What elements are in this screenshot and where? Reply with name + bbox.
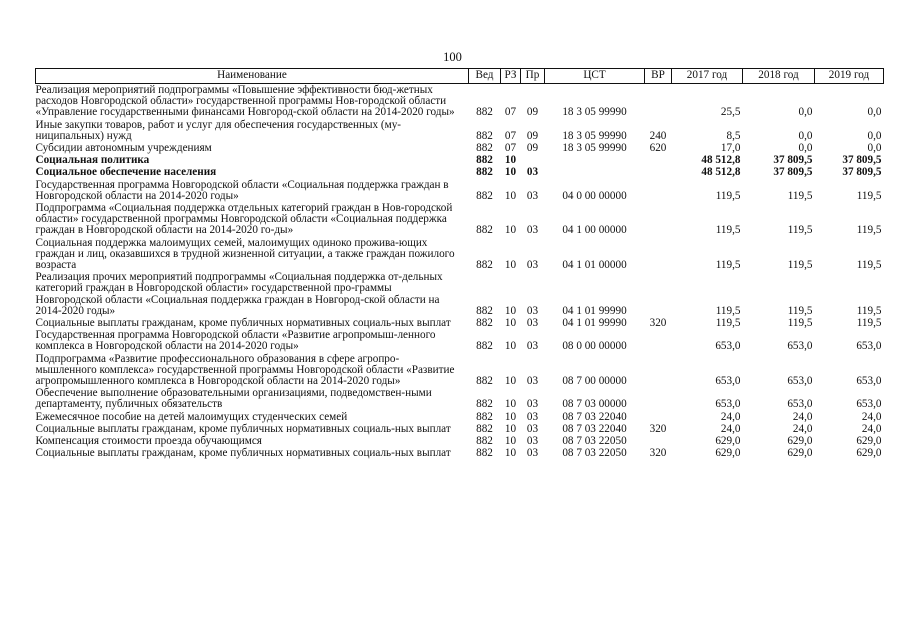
cell-2017: 48 512,8 xyxy=(701,154,741,167)
cell-name: Социальные выплаты гражданам, кроме публичных нормативных социаль-ных выплат xyxy=(35,317,451,330)
cell-pr: 03 xyxy=(526,375,539,388)
cell-cst: 04 0 00 00000 xyxy=(562,189,627,202)
cell-ved: 882 xyxy=(476,166,493,179)
table-row xyxy=(36,179,884,202)
table-header-row xyxy=(36,69,884,84)
cell-2017: 653,0 xyxy=(715,375,741,388)
cell-2018: 0,0 xyxy=(798,129,813,142)
page-number: 100 xyxy=(443,50,462,64)
cell-vr xyxy=(645,237,672,272)
cell-rz: 10 xyxy=(504,189,517,202)
cell-2019: 119,5 xyxy=(856,224,882,237)
cell-rz: 10 xyxy=(504,340,517,353)
header-name: Наименование xyxy=(36,69,469,84)
cell-2018: 653,0 xyxy=(787,398,813,411)
cell-ved: 882 xyxy=(476,398,493,411)
cell-2017: 119,5 xyxy=(715,317,741,330)
cell-2017: 653,0 xyxy=(715,340,741,353)
cell-cst: 18 3 05 99990 xyxy=(562,129,627,142)
cell-cst: 18 3 05 99990 xyxy=(562,106,627,119)
cell-rz: 10 xyxy=(504,259,517,272)
cell-rz: 10 xyxy=(504,304,517,317)
cell-vr xyxy=(645,179,672,202)
cell-2017: 119,5 xyxy=(715,224,741,237)
cell-ved: 882 xyxy=(476,410,493,423)
cell-vr xyxy=(645,271,672,317)
cell-vr: 620 xyxy=(649,142,667,155)
cell-2017: 24,0 xyxy=(720,422,741,435)
header-vr: ВР xyxy=(645,69,672,84)
cell-2019: 24,0 xyxy=(861,422,882,435)
cell-pr: 03 xyxy=(526,224,539,237)
cell-pr: 03 xyxy=(526,259,539,272)
cell-pr: 03 xyxy=(526,447,539,460)
cell-pr: 03 xyxy=(526,410,539,423)
table-row xyxy=(36,423,884,435)
cell-rz: 10 xyxy=(504,447,517,460)
cell-name: Субсидии автономным учреждениям xyxy=(35,142,212,155)
cell-ved: 882 xyxy=(476,142,493,155)
cell-rz: 10 xyxy=(504,398,517,411)
cell-2019: 119,5 xyxy=(856,317,882,330)
cell-2019: 119,5 xyxy=(856,189,882,202)
cell-cst: 08 7 03 22050 xyxy=(562,447,627,460)
cell-vr xyxy=(645,435,672,447)
cell-rz: 07 xyxy=(504,106,517,119)
cell-vr xyxy=(645,166,672,178)
cell-2019: 37 809,5 xyxy=(842,166,882,179)
cell-2017: 119,5 xyxy=(715,304,741,317)
cell-pr: 09 xyxy=(526,106,539,119)
cell-2019: 0,0 xyxy=(867,129,882,142)
cell-vr xyxy=(645,329,672,352)
cell-2017: 8,5 xyxy=(726,129,741,142)
cell-2017: 629,0 xyxy=(715,435,741,448)
cell-2019: 24,0 xyxy=(861,410,882,423)
cell-pr: 03 xyxy=(526,422,539,435)
cell-cst: 04 1 01 00000 xyxy=(562,259,627,272)
cell-2018: 24,0 xyxy=(792,410,813,423)
cell-rz: 10 xyxy=(504,435,517,448)
cell-rz: 10 xyxy=(504,154,517,167)
cell-name: Иные закупки товаров, работ и услуг для обеспечения государственных (му-ниципальных) нужд xyxy=(35,118,402,142)
cell-2019: 119,5 xyxy=(856,259,882,272)
cell-pr: 03 xyxy=(526,317,539,330)
cell-ved: 882 xyxy=(476,129,493,142)
cell-name: Обеспечение выполнение образовательными организациями, подведомствен-ными департаменту, публичных обязательств xyxy=(35,387,432,411)
table-row xyxy=(36,119,884,142)
cell-rz: 10 xyxy=(504,224,517,237)
cell-2019: 653,0 xyxy=(856,375,882,388)
cell-pr: 03 xyxy=(526,398,539,411)
cell-vr: 320 xyxy=(649,317,667,330)
cell-pr: 03 xyxy=(526,304,539,317)
cell-2017: 25,5 xyxy=(720,106,741,119)
header-2019: 2019 год xyxy=(815,69,884,84)
cell-name: Компенсация стоимости проезда обучающимся xyxy=(35,435,262,448)
header-rz: РЗ xyxy=(501,69,521,84)
table-row xyxy=(36,329,884,352)
cell-2018: 0,0 xyxy=(798,106,813,119)
cell-rz: 07 xyxy=(504,142,517,155)
cell-pr: 03 xyxy=(526,189,539,202)
cell-cst: 08 7 03 22050 xyxy=(562,435,627,448)
table-row xyxy=(36,271,884,317)
cell-ved: 882 xyxy=(476,224,493,237)
cell-ved: 882 xyxy=(476,435,493,448)
cell-vr xyxy=(645,202,672,237)
cell-2018: 24,0 xyxy=(792,422,813,435)
cell-pr xyxy=(521,154,545,166)
cell-name: Ежемесячное пособие на детей малоимущих студенческих семей xyxy=(35,410,348,423)
cell-cst: 04 1 00 00000 xyxy=(562,224,627,237)
table-row xyxy=(36,435,884,447)
cell-name: Реализация мероприятий подпрограммы «Повышение эффективности бюд-жетных расходов Новгородской области» государственной программы Нов-городской области «Управление государственными финансами Новгород-ской области на 2014-2020 годы» xyxy=(35,84,455,119)
cell-2018: 37 809,5 xyxy=(773,166,813,179)
cell-cst: 08 7 03 22040 xyxy=(562,410,627,423)
cell-vr xyxy=(645,154,672,166)
cell-2017: 119,5 xyxy=(715,259,741,272)
cell-ved: 882 xyxy=(476,106,493,119)
cell-2019: 37 809,5 xyxy=(842,154,882,167)
cell-2017: 48 512,8 xyxy=(701,166,741,179)
cell-ved: 882 xyxy=(476,259,493,272)
table-row xyxy=(36,154,884,166)
cell-ved: 882 xyxy=(476,317,493,330)
cell-pr: 09 xyxy=(526,129,539,142)
cell-cst: 08 0 00 00000 xyxy=(562,340,627,353)
table-body xyxy=(36,84,884,460)
cell-name: Социальные выплаты гражданам, кроме публичных нормативных социаль-ных выплат xyxy=(35,447,451,460)
cell-2018: 119,5 xyxy=(787,189,813,202)
header-2017: 2017 год xyxy=(672,69,743,84)
cell-vr xyxy=(645,411,672,423)
cell-2017: 17,0 xyxy=(720,142,741,155)
cell-2019: 0,0 xyxy=(867,106,882,119)
cell-vr xyxy=(645,353,672,388)
cell-name: Социальное обеспечение населения xyxy=(35,166,217,179)
cell-vr xyxy=(645,84,672,119)
cell-2017: 119,5 xyxy=(715,189,741,202)
cell-name: Подпрограмма «Социальная поддержка отдельных категорий граждан в Нов-городской области» государственной программы Новгородской области «Социальная поддержка граждан в Новгородской области на 2014-2020 го-ды» xyxy=(35,202,453,237)
cell-2019: 629,0 xyxy=(856,447,882,460)
cell-rz: 07 xyxy=(504,129,517,142)
cell-rz: 10 xyxy=(504,422,517,435)
cell-cst: 18 3 05 99990 xyxy=(562,142,627,155)
cell-ved: 882 xyxy=(476,340,493,353)
table-row xyxy=(36,166,884,178)
cell-name: Социальные выплаты гражданам, кроме публичных нормативных социаль-ных выплат xyxy=(35,422,451,435)
table-row xyxy=(36,237,884,272)
table-row xyxy=(36,387,884,410)
cell-ved: 882 xyxy=(476,189,493,202)
cell-pr: 03 xyxy=(526,435,539,448)
cell-pr: 03 xyxy=(526,340,539,353)
cell-2018: 119,5 xyxy=(787,317,813,330)
cell-vr: 240 xyxy=(649,129,667,142)
header-2018: 2018 год xyxy=(743,69,815,84)
cell-vr xyxy=(645,387,672,410)
cell-2017: 24,0 xyxy=(720,410,741,423)
cell-pr: 09 xyxy=(526,142,539,155)
table-row xyxy=(36,202,884,237)
cell-2018: 653,0 xyxy=(787,340,813,353)
cell-2018: 0,0 xyxy=(798,142,813,155)
cell-2017: 653,0 xyxy=(715,398,741,411)
cell-cst: 04 1 01 99990 xyxy=(562,304,627,317)
cell-name: Государственная программа Новгородской области «Развитие агропромыш-ленного комплекса в Новгородской области на 2014-2020 годы» xyxy=(35,329,436,353)
header-cst: ЦСТ xyxy=(545,69,645,84)
cell-rz: 10 xyxy=(504,410,517,423)
cell-cst: 08 7 00 00000 xyxy=(562,375,627,388)
cell-2018: 653,0 xyxy=(787,375,813,388)
table-row xyxy=(36,353,884,388)
cell-name: Реализация прочих мероприятий подпрограммы «Социальная поддержка от-дельных категорий граждан в Новгородской области» государственной про-граммы Новгородской области «Социальная поддержка граждан в Новгород-ской области на 2014-2020 годы» xyxy=(35,271,443,317)
cell-cst: 08 7 03 22040 xyxy=(562,422,627,435)
table-row xyxy=(36,84,884,119)
cell-2018: 629,0 xyxy=(787,435,813,448)
cell-2018: 119,5 xyxy=(787,304,813,317)
cell-vr: 320 xyxy=(649,422,667,435)
cell-rz: 10 xyxy=(504,166,517,179)
cell-2019: 629,0 xyxy=(856,435,882,448)
cell-ved: 882 xyxy=(476,447,493,460)
cell-2019: 653,0 xyxy=(856,398,882,411)
cell-2019: 653,0 xyxy=(856,340,882,353)
cell-cst xyxy=(545,154,645,166)
cell-rz: 10 xyxy=(504,317,517,330)
cell-name: Социальная политика xyxy=(35,154,150,167)
cell-pr: 03 xyxy=(526,166,539,179)
cell-ved: 882 xyxy=(476,375,493,388)
cell-name: Социальная поддержка малоимущих семей, малоимущих одиноко прожива-ющих граждан и лиц, оказавшихся в трудной жизненной ситуации, а также граждан пожилого возраста xyxy=(35,236,455,272)
cell-ved: 882 xyxy=(476,422,493,435)
cell-2018: 119,5 xyxy=(787,259,813,272)
cell-vr: 320 xyxy=(649,447,667,460)
cell-name: Подпрограмма «Развитие профессионального образования в сфере агропро-мышленного комплекса» государственной программы Новгородской области «Развитие агропромышленного комплекса в Новгородской области на 2014-2020 годы» xyxy=(35,352,455,388)
cell-cst: 08 7 03 00000 xyxy=(562,398,627,411)
cell-name: Государственная программа Новгородской области «Социальная поддержка граждан в Новгородской области на 2014-2020 годы» xyxy=(35,178,449,202)
cell-2019: 0,0 xyxy=(867,142,882,155)
table-row xyxy=(36,411,884,423)
table-row xyxy=(36,447,884,459)
cell-2018: 119,5 xyxy=(787,224,813,237)
budget-table xyxy=(35,68,884,460)
header-ved: Вед xyxy=(469,69,501,84)
cell-2018: 629,0 xyxy=(787,447,813,460)
cell-ved: 882 xyxy=(476,304,493,317)
header-pr: Пр xyxy=(521,69,545,84)
cell-rz: 10 xyxy=(504,375,517,388)
cell-cst xyxy=(545,166,645,178)
table-row xyxy=(36,142,884,154)
cell-2019: 119,5 xyxy=(856,304,882,317)
cell-cst: 04 1 01 99990 xyxy=(562,317,627,330)
cell-2017: 629,0 xyxy=(715,447,741,460)
table-row xyxy=(36,317,884,329)
cell-2018: 37 809,5 xyxy=(773,154,813,167)
cell-ved: 882 xyxy=(476,154,493,167)
